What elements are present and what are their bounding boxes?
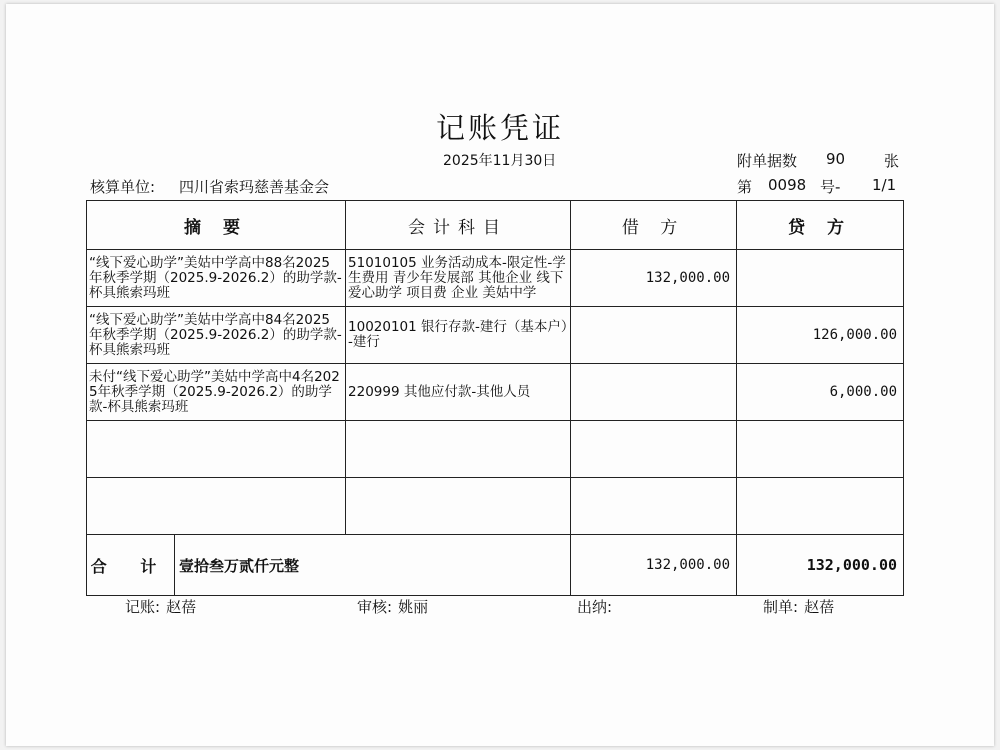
voucher-title: 记账凭证	[435, 111, 564, 145]
table-row	[87, 250, 904, 307]
table-row	[87, 307, 904, 364]
table-row	[87, 364, 904, 421]
row-account: 10020101 银行存款-建行（基本户）-建行	[346, 307, 571, 364]
page-number: 1/1	[872, 176, 897, 194]
table-row-empty	[87, 478, 904, 535]
header-debit: 借 方	[571, 201, 737, 250]
row-account	[346, 421, 571, 478]
row-credit	[737, 250, 904, 307]
sequence-suffix: 号-	[820, 178, 841, 196]
total-label: 合 计	[87, 535, 175, 596]
reviewer-name: 姚丽	[398, 598, 429, 616]
sequence-number: 0098	[768, 176, 807, 194]
voucher-date: 2025年11月30日	[443, 153, 557, 169]
row-debit	[571, 307, 737, 364]
header-credit: 贷 方	[737, 201, 904, 250]
row-summary	[87, 421, 346, 478]
total-amount-in-words: 壹拾叁万贰仟元整	[175, 535, 571, 596]
bookkeeper-signature	[125, 596, 196, 617]
row-summary: “线下爱心助学”美姑中学高中84名2025年秋季学期（2025.9-2026.2）的助学款-杯具熊索玛班	[87, 307, 346, 364]
row-credit: 6,000.00	[737, 364, 904, 421]
row-summary: 未付“线下爱心助学”美姑中学高中4名2025年秋季学期（2025.9-2026.2）的助学款-杯具熊索玛班	[87, 364, 346, 421]
attachments-unit: 张	[884, 152, 900, 170]
row-summary	[87, 478, 346, 535]
row-summary: “线下爱心助学”美姑中学高中88名2025年秋季学期（2025.9-2026.2）的助学款-杯具熊索玛班	[87, 250, 346, 307]
bookkeeper-name: 赵蓓	[166, 598, 197, 616]
total-row	[87, 535, 904, 596]
row-credit: 126,000.00	[737, 307, 904, 364]
row-debit	[571, 421, 737, 478]
total-debit: 132,000.00	[571, 535, 737, 596]
row-credit	[737, 478, 904, 535]
header-row	[87, 201, 904, 250]
attachments-count: 90	[826, 150, 846, 168]
cashier-label: 出纳:	[577, 598, 613, 616]
unit-label: 核算单位:	[90, 178, 156, 196]
unit-name: 四川省索玛慈善基金会	[179, 178, 330, 196]
bookkeeper-label: 记账:	[125, 598, 161, 616]
row-debit	[571, 478, 737, 535]
preparer-name: 赵蓓	[804, 598, 835, 616]
row-debit	[571, 364, 737, 421]
row-account	[346, 478, 571, 535]
table-row-empty	[87, 421, 904, 478]
attachments-label: 附单据数	[737, 152, 798, 170]
total-credit: 132,000.00	[737, 535, 904, 596]
row-debit: 132,000.00	[571, 250, 737, 307]
row-credit	[737, 421, 904, 478]
reviewer-signature	[357, 596, 428, 617]
voucher-table	[86, 200, 904, 596]
preparer-label: 制单:	[763, 598, 799, 616]
header-account: 会计科目	[346, 201, 571, 250]
row-account: 220999 其他应付款-其他人员	[346, 364, 571, 421]
cashier-signature	[577, 596, 618, 617]
row-account: 51010105 业务活动成本-限定性-学生费用 青少年发展部 其他企业 线下爱心助学 项目费 企业 美姑中学	[346, 250, 571, 307]
preparer-signature	[763, 596, 834, 617]
header-summary: 摘 要	[87, 201, 346, 250]
reviewer-label: 审核:	[357, 598, 393, 616]
sequence-label: 第	[737, 178, 753, 196]
